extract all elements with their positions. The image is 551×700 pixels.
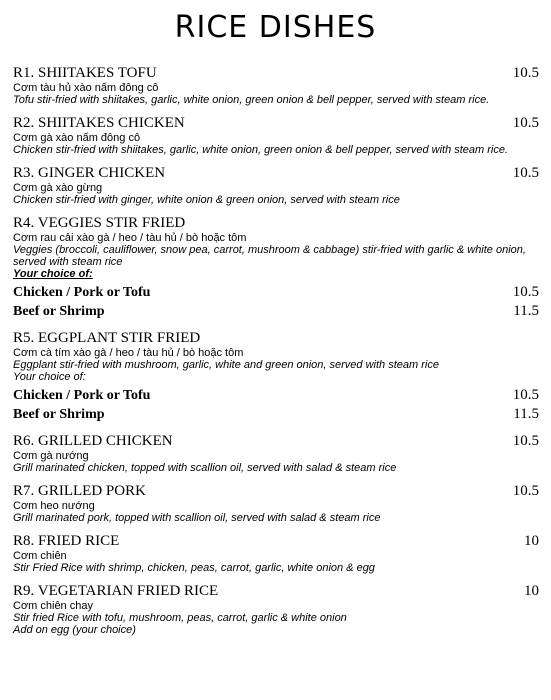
item-addon-note: Add on egg (your choice) — [13, 624, 136, 636]
option-label: Chicken / Pork or Tofu — [13, 285, 151, 300]
item-price: 10.5 — [512, 483, 539, 499]
option-price: 10.5 — [512, 387, 539, 403]
menu-item-r4 — [13, 214, 539, 321]
menu-item-r6 — [13, 432, 539, 474]
menu-item-r2 — [13, 114, 539, 156]
option-price: 11.5 — [513, 406, 539, 422]
item-vietnamese-name: Cơm rau cải xào gà / heo / tàu hủ / bò hoặc tôm — [13, 232, 247, 244]
item-vietnamese-name: Cơm tàu hủ xào nấm đông cô — [13, 82, 159, 94]
item-vietnamese-name: Cơm gà nướng — [13, 450, 89, 462]
choice-label: Your choice of: — [13, 268, 93, 280]
item-description: Grill marinated chicken, topped with scallion oil, served with salad & steam rice — [13, 462, 397, 474]
item-description: Chicken stir-fried with ginger, white onion & green onion, served with steam rice — [13, 194, 400, 206]
item-name: R8. FRIED RICE — [13, 533, 120, 549]
page-title: RICE DISHES — [174, 10, 377, 45]
item-price: 10.5 — [512, 65, 539, 81]
item-name: R6. GRILLED CHICKEN — [13, 433, 173, 449]
item-price: 10 — [524, 533, 539, 549]
menu-list — [13, 64, 539, 644]
item-description: Chicken stir-fried with shiitakes, garlic, white onion, green onion & bell pepper, served with steam rice. — [13, 144, 509, 156]
item-vietnamese-name: Cơm gà xào nấm đông cô — [13, 132, 141, 144]
option-label: Beef or Shrimp — [13, 304, 105, 319]
option-row — [13, 302, 539, 321]
item-name: R7. GRILLED PORK — [13, 483, 146, 499]
item-vietnamese-name: Cơm chiên — [13, 550, 67, 562]
option-row — [13, 386, 539, 405]
choice-label: Your choice of: — [13, 371, 86, 383]
item-price: 10 — [524, 583, 539, 599]
option-row — [13, 405, 539, 424]
item-name: R5. EGGPLANT STIR FRIED — [13, 330, 201, 346]
menu-item-r5 — [13, 329, 539, 424]
menu-item-r1 — [13, 64, 539, 106]
menu-item-r8 — [13, 532, 539, 574]
item-price: 10.5 — [512, 115, 539, 131]
item-vietnamese-name: Cơm chiên chay — [13, 600, 93, 612]
item-vietnamese-name: Cơm heo nướng — [13, 500, 95, 512]
item-vietnamese-name: Cơm gà xào gừng — [13, 182, 103, 194]
item-name: R4. VEGGIES STIR FRIED — [13, 215, 186, 231]
item-name: R1. SHIITAKES TOFU — [13, 65, 157, 81]
item-vietnamese-name: Cơm cà tím xào gà / heo / tàu hủ / bò hoặc tôm — [13, 347, 244, 359]
menu-item-r3 — [13, 164, 539, 206]
item-price: 10.5 — [512, 433, 539, 449]
menu-item-r7 — [13, 482, 539, 524]
item-description: Stir Fried Rice with shrimp, chicken, peas, carrot, garlic, white onion & egg — [13, 562, 375, 574]
menu-item-r9 — [13, 582, 539, 636]
option-label: Chicken / Pork or Tofu — [13, 388, 151, 403]
item-name: R2. SHIITAKES CHICKEN — [13, 115, 185, 131]
option-price: 11.5 — [513, 303, 539, 319]
item-description: Eggplant stir-fried with mushroom, garlic, white and green onion, served with steam rice — [13, 359, 439, 371]
option-label: Beef or Shrimp — [13, 407, 105, 422]
item-name: R3. GINGER CHICKEN — [13, 165, 166, 181]
item-description: Tofu stir-fried with shiitakes, garlic, white onion, green onion & bell pepper, served with steam rice. — [13, 94, 490, 106]
item-description: Stir fried Rice with tofu, mushroom, peas, carrot, garlic & white onion — [13, 612, 347, 624]
option-row — [13, 283, 539, 302]
item-name: R9. VEGETARIAN FRIED RICE — [13, 583, 219, 599]
item-description: Grill marinated pork, topped with scallion oil, served with salad & steam rice — [13, 512, 381, 524]
item-price: 10.5 — [512, 165, 539, 181]
option-price: 10.5 — [512, 284, 539, 300]
item-description: Veggies (broccoli, cauliflower, snow pea, carrot, mushroom & cabbage) stir-fried with garlic & white onion, served with steam rice — [13, 244, 526, 268]
